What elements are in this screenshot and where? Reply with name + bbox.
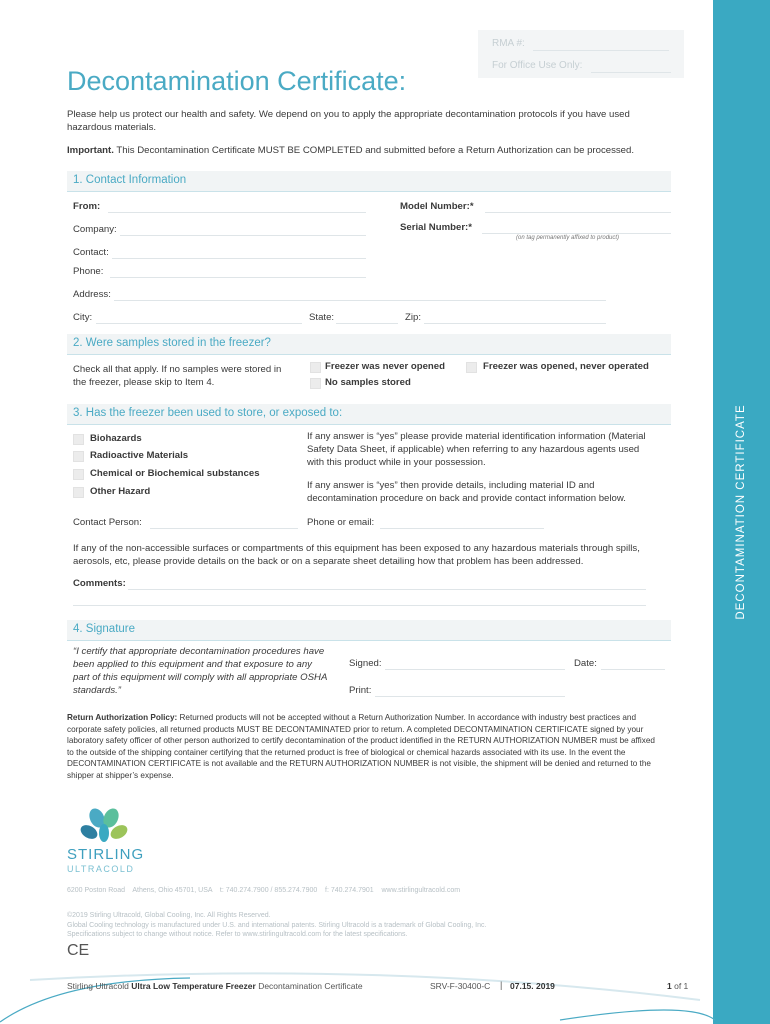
contact-field[interactable] <box>112 257 366 259</box>
logo-stirling: STIRLING <box>67 846 145 863</box>
section-samples-header <box>67 334 671 355</box>
footer-swoosh <box>0 960 770 1024</box>
address-field[interactable] <box>114 299 606 301</box>
signed-label: Signed: <box>349 658 382 669</box>
signed-field[interactable] <box>385 668 565 670</box>
zip-label: Zip: <box>405 312 421 323</box>
page-title: Decontamination Certificate: <box>67 66 407 96</box>
biohazards-checkbox[interactable] <box>73 434 84 445</box>
rma-field[interactable] <box>533 49 669 51</box>
state-label: State: <box>309 312 335 323</box>
section-exposure-title: 3. Has the freezer been used to store, or exposed to: <box>73 407 343 419</box>
phone-field[interactable] <box>110 276 366 278</box>
nonaccessible-text: If any of the non-accessible surfaces or compartments of this equipment has been exposed to any hazardous materials through spills, aerosols, etc, please provide details on the back or on a separate sheet detailing how that problem has been addressed. <box>73 543 640 567</box>
serial-number-label: Serial Number:* <box>400 222 472 233</box>
return-policy-text: Returned products will not be accepted without a Return Authorization Number. In accordance with industry best practices and corporate safety policies, all returned products MUST BE DECONTAMINATED prior to return. A completed DECONTAMINATION CERTIFICATE signed by your laboratory safety officer of other person authorized to certify decontamination of the product identified in the RETURN AUTHORIZATION NUMBER must be affixed to the outside of the shipping container certifying that the returned product is free of biological or chemical hazards associated with its use. In the event the DECONTAMINATION CERTIFICATE is not available and the RETURN AUTHORIZATION NUMBER is not visible, the shipment will be denied and returned to the shipper at shipper’s expense. <box>67 713 655 780</box>
serial-number-field[interactable] <box>482 232 671 234</box>
section-signature-title: 4. Signature <box>73 623 136 635</box>
ce-mark: CE <box>67 942 90 959</box>
office-use-label: For Office Use Only: <box>492 60 583 71</box>
document-date: 07.15. 2019 <box>510 981 555 991</box>
page-current: 1 <box>667 981 672 991</box>
radioactive-checkbox[interactable] <box>73 451 84 462</box>
intro-text: Please help us protect our health and safety. We depend on you to apply the appropriate decontamination protocols if you have used hazardous materials. <box>67 109 630 133</box>
phone-email-field[interactable] <box>380 527 544 529</box>
sidebar-band <box>713 0 770 1024</box>
stirling-flower-icon <box>80 806 130 844</box>
sidebar-label: DECONTAMINATION CERTIFICATE <box>735 404 747 620</box>
company-field[interactable] <box>120 234 366 236</box>
zip-field[interactable] <box>424 322 606 324</box>
comments-field[interactable] <box>128 588 646 590</box>
never-opened-checkbox[interactable] <box>310 362 321 373</box>
important-note <box>67 144 687 157</box>
contact-person-field[interactable] <box>150 527 298 529</box>
logo-ultracold: ULTRACOLD <box>67 864 135 874</box>
other-hazard-checkbox[interactable] <box>73 487 84 498</box>
radioactive-label: Radioactive Materials <box>90 450 189 461</box>
date-field[interactable] <box>601 668 665 670</box>
serial-number-note: (on tag permanently affixed to product) <box>516 235 620 241</box>
comments-label: Comments: <box>73 578 126 589</box>
samples-instruction: Check all that apply. If no samples were stored in the freezer, please skip to Item 4. <box>73 364 282 388</box>
document-bold: Ultra Low Temperature Freezer <box>131 981 256 991</box>
return-policy <box>67 712 663 781</box>
office-use-box <box>478 30 684 78</box>
city-label: City: <box>73 312 93 323</box>
no-samples-checkbox[interactable] <box>310 378 321 389</box>
chemical-label: Chemical or Biochemical substances <box>90 468 260 479</box>
return-policy-label: Return Authorization Policy: <box>67 713 178 722</box>
document-code: SRV-F-30400-C <box>430 981 491 991</box>
biohazards-label: Biohazards <box>90 433 142 444</box>
opened-never-operated-label: Freezer was opened, never operated <box>483 361 649 372</box>
model-number-field[interactable] <box>485 211 671 213</box>
date-label: Date: <box>574 658 597 669</box>
page-number <box>667 981 688 991</box>
legal-text-2: Specifications subject to change without notice. Refer to www.stirlingultracold.com for the latest specifications. <box>67 931 408 938</box>
document-suffix: Decontamination Certificate <box>258 981 363 991</box>
print-label: Print: <box>349 685 372 696</box>
exposure-info-2: If any answer is “yes” then provide details, including material ID and decontamination procedure on back and provide contact information below. <box>307 480 626 504</box>
section-contact-header <box>67 171 671 192</box>
exposure-info-1: If any answer is “yes” please provide material identification information (Material Safety Data Sheet, if applicable) when referring to any hazardous agents used with this product while in your possession. <box>307 431 646 468</box>
address-label: Address: <box>73 289 111 300</box>
section-samples-title: 2. Were samples stored in the freezer? <box>73 337 271 349</box>
document-prefix: Stirling Ultracold <box>67 981 129 991</box>
city-field[interactable] <box>96 322 302 324</box>
phone-email-label: Phone or email: <box>307 517 375 528</box>
company-address: 6200 Poston Road Athens, Ohio 45701, USA t: 740.274.7900 / 855.274.7900 f: 740.274.7901 www.stirlingultracold.com <box>67 887 461 894</box>
model-number-label: Model Number:* <box>400 201 474 212</box>
office-use-field[interactable] <box>591 71 671 73</box>
section-contact-title: 1. Contact Information <box>73 174 187 186</box>
contact-person-label: Contact Person: <box>73 517 142 528</box>
copyright-text: ©2019 Stirling Ultracold, Global Cooling, Inc. All Rights Reserved. <box>67 912 271 919</box>
page-total: of 1 <box>674 981 689 991</box>
certification-statement: “I certify that appropriate decontamination procedures have been applied to this equipment and that exposure to any part of this equipment will comply with all appropriate OSHA standards.” <box>73 646 327 696</box>
section-signature-header <box>67 620 671 641</box>
phone-label: Phone: <box>73 266 104 277</box>
print-field[interactable] <box>375 695 565 697</box>
from-field[interactable] <box>108 211 366 213</box>
no-samples-label: No samples stored <box>325 377 411 388</box>
other-hazard-label: Other Hazard <box>90 486 151 497</box>
contact-label: Contact: <box>73 247 109 258</box>
important-text: This Decontamination Certificate MUST BE COMPLETED and submitted before a Return Authorization can be processed. <box>116 145 635 156</box>
document-name <box>67 981 363 991</box>
important-label: Important. <box>67 145 114 156</box>
chemical-checkbox[interactable] <box>73 469 84 480</box>
from-label: From: <box>73 201 101 212</box>
rma-label: RMA #: <box>492 38 525 49</box>
company-label: Company: <box>73 224 117 235</box>
comments-field-2[interactable] <box>73 604 646 606</box>
never-opened-label: Freezer was never opened <box>325 361 445 372</box>
section-exposure-header <box>67 404 671 425</box>
footer-separator: | <box>500 980 503 990</box>
state-field[interactable] <box>336 322 398 324</box>
opened-never-operated-checkbox[interactable] <box>466 362 477 373</box>
legal-text-1: Global Cooling technology is manufactured under U.S. and international patents. Stirling Ultracold is a trademark of Global Cooling, Inc. <box>67 922 487 929</box>
